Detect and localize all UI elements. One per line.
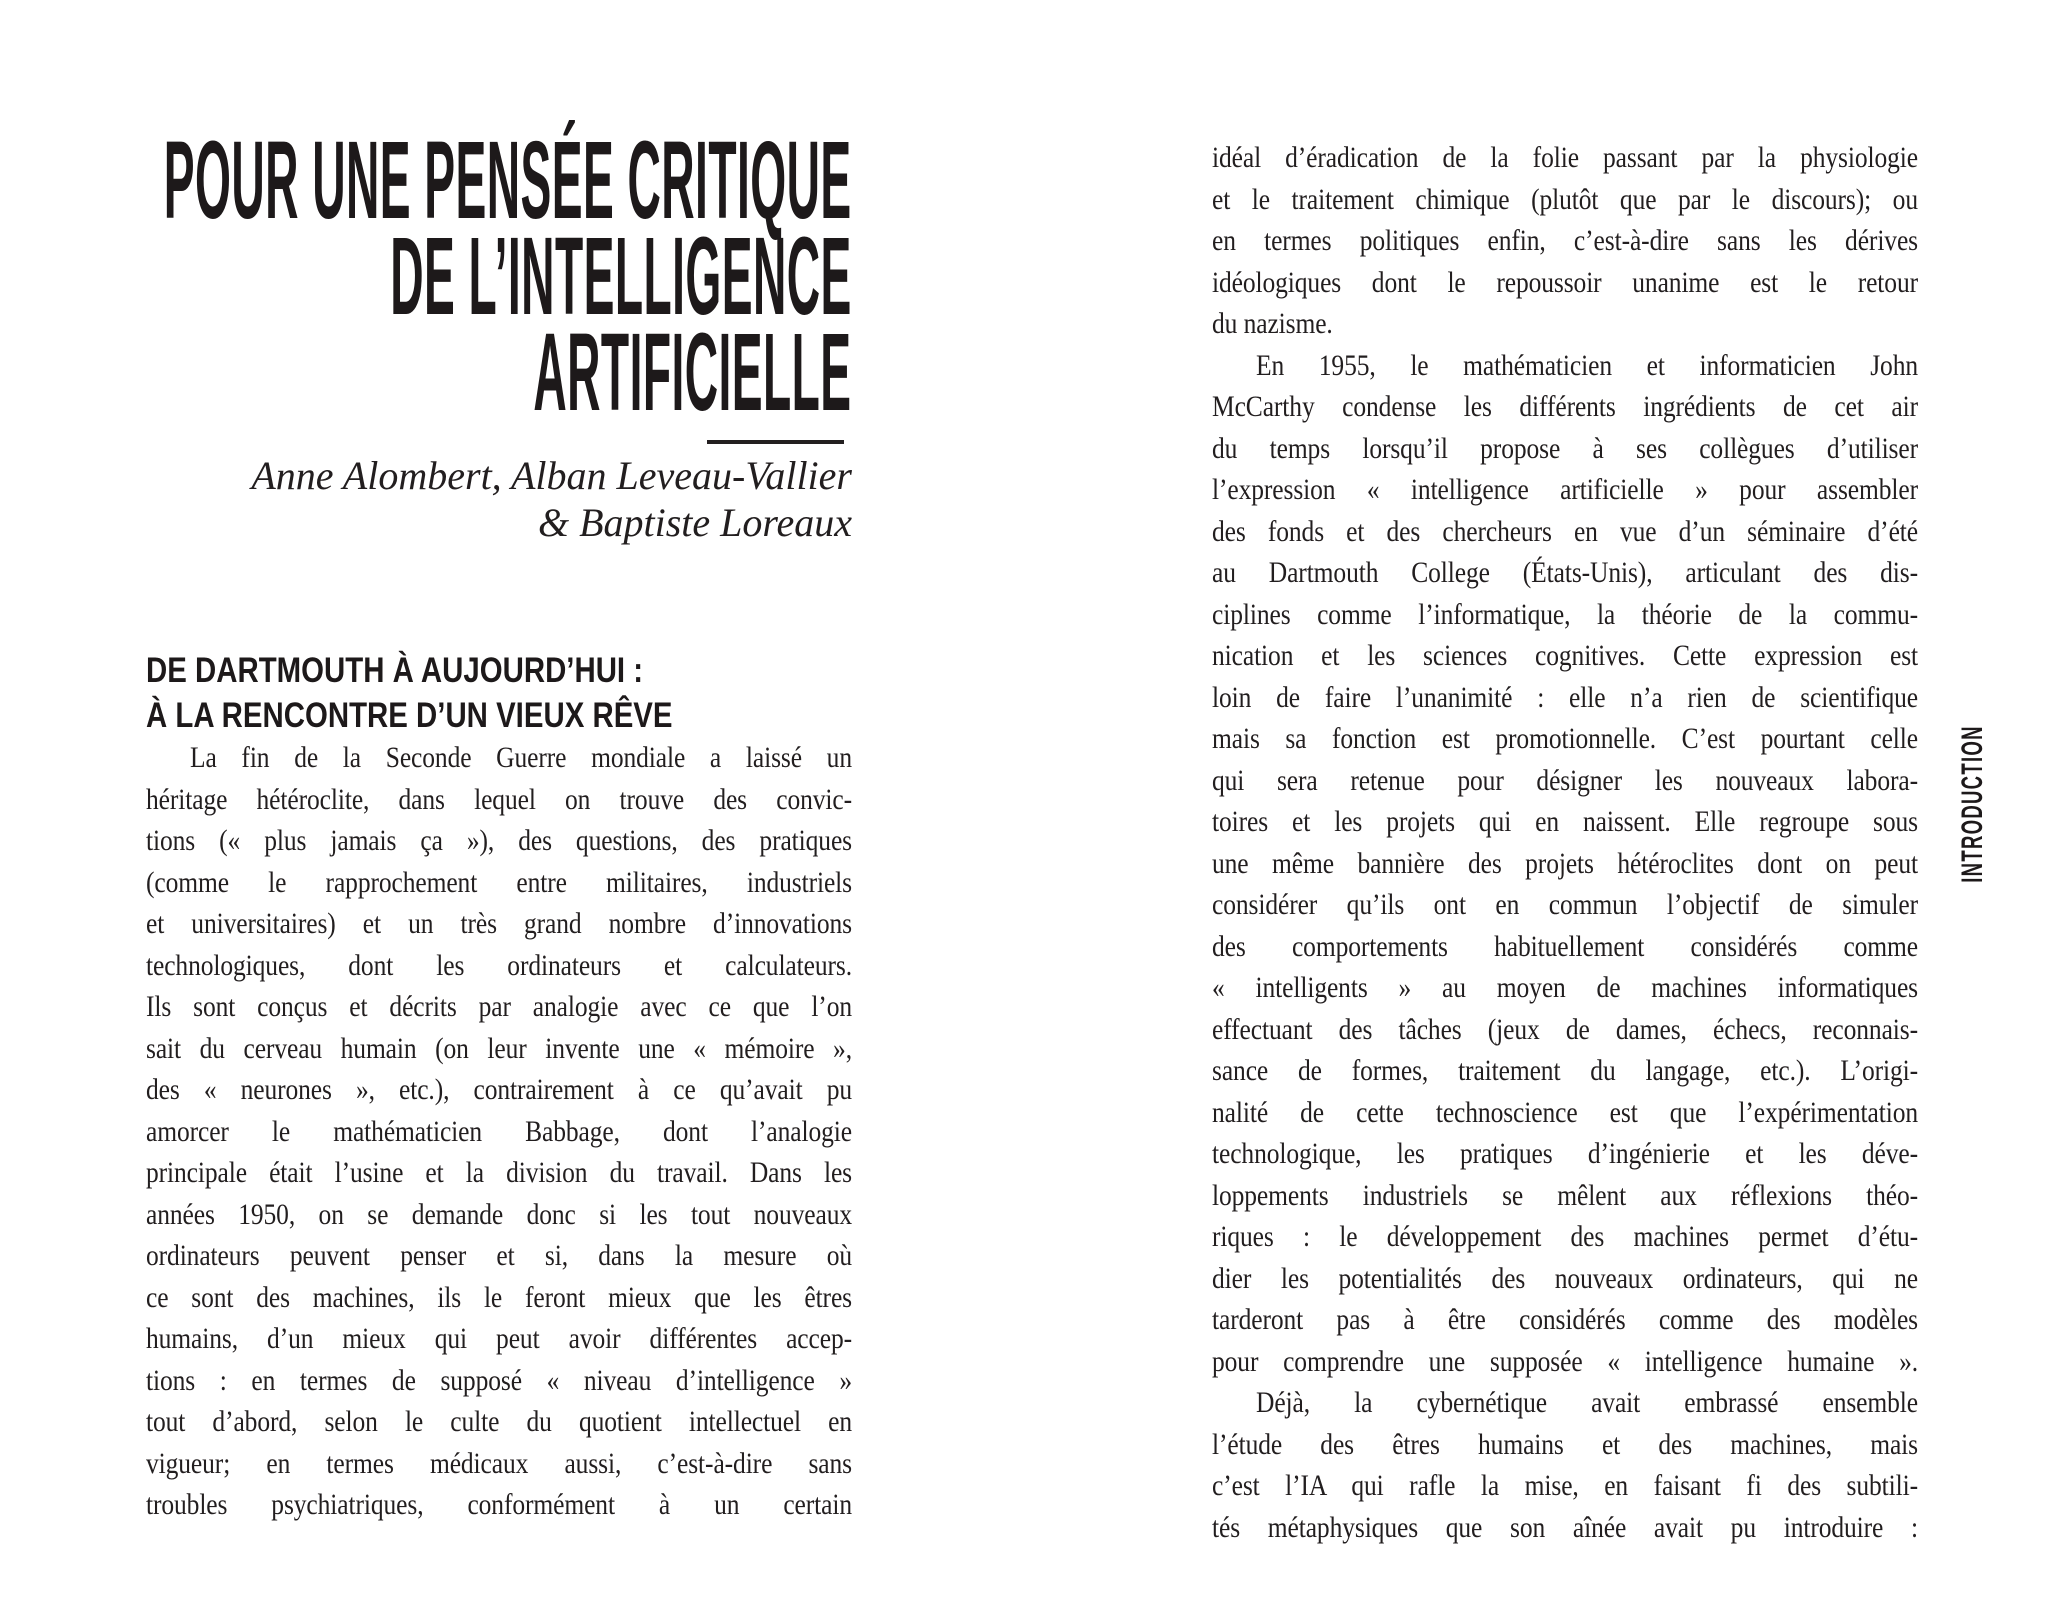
text-line: des « neurones », etc.), contrairement à ce qu’avait pu: [146, 1072, 852, 1107]
text-line: années 1950, on se demande donc si les tout nouveaux: [146, 1197, 852, 1231]
text-line: nalité de cette technoscience est que l’expérimentation: [1212, 1095, 1918, 1129]
text-line: riques : le développement des machines permet d’étu-: [1212, 1219, 1918, 1254]
page-title: [146, 0, 852, 440]
text-line: ARTIFICIELLE: [533, 311, 852, 434]
text-line: des fonds et des chercheurs en vue d’un séminaire d’été: [1212, 514, 1918, 548]
authors: [146, 452, 852, 546]
text-line: des comportements habituellement considérés comme: [1212, 929, 1918, 963]
text-line: En 1955, le mathématicien et informaticien John: [1256, 348, 1918, 382]
text-line: l’expression « intelligence artificielle » pour assembler: [1212, 472, 1918, 507]
text-line: pour comprendre une supposée « intelligence humaine ».: [1212, 1344, 1918, 1378]
text-line: DE DARTMOUTH À AUJOURD’HUI :: [146, 651, 644, 690]
text-line: loppements industriels se mêlent aux réflexions théo-: [1212, 1178, 1918, 1212]
text-line: amorcer le mathématicien Babbage, dont l’analogie: [146, 1114, 852, 1148]
section-heading: [146, 648, 852, 738]
text-line: qui sera retenue pour désigner les nouveaux labora-: [1212, 763, 1918, 797]
text-line: Ils sont conçus et décrits par analogie avec ce que l’on: [146, 989, 852, 1024]
text-line: tés métaphysiques que son aînée avait pu introduire :: [1212, 1510, 1918, 1544]
text-line: À LA RENCONTRE D’UN VIEUX RÊVE: [146, 696, 673, 735]
text-line: en termes politiques enfin, c’est-à-dire sans les dérives: [1212, 223, 1918, 258]
text-line: Anne Alombert, Alban Leveau-Vallier: [251, 453, 852, 498]
text-line: technologiques, dont les ordinateurs et calculateurs.: [146, 948, 852, 982]
chapter-margin-label: INTRODUCTION: [1956, 725, 1989, 883]
text-line: idéal d’éradication de la folie passant par la physiologie: [1212, 140, 1918, 175]
text-line: DE L’INTELLIGENCE: [390, 215, 852, 338]
text-line: troubles psychiatriques, conformément à un certain: [146, 1487, 852, 1522]
title-divider-rule: [707, 440, 844, 444]
text-line: ciplines comme l’informatique, la théorie de la commu-: [1212, 597, 1918, 631]
text-line: « intelligents » au moyen de machines informatiques: [1212, 970, 1918, 1005]
text-line: tout d’abord, selon le culte du quotient intellectuel en: [146, 1404, 852, 1439]
text-line: héritage hétéroclite, dans lequel on trouve des convic-: [146, 782, 852, 816]
text-line: et universitaires) et un très grand nombre d’innovations: [146, 906, 852, 941]
right-text-column: [1212, 137, 1918, 1548]
text-line: sance de formes, traitement du langage, etc.). L’origi-: [1212, 1053, 1918, 1088]
text-line: vigueur; en termes médicaux aussi, c’est-à-dire sans: [146, 1446, 852, 1480]
text-line: tions : en termes de supposé « niveau d’intelligence »: [146, 1363, 852, 1397]
text-line: principale était l’usine et la division du travail. Dans les: [146, 1155, 852, 1190]
text-line: toires et les projets qui en naissent. Elle regroupe sous: [1212, 804, 1918, 839]
text-line: et le traitement chimique (plutôt que par le discours); ou: [1212, 182, 1918, 216]
text-line: POUR UNE PENSÉE CRITIQUE: [164, 119, 852, 242]
text-line: l’étude des êtres humains et des machines, mais: [1212, 1427, 1918, 1461]
text-line: c’est l’IA qui rafle la mise, en faisant fi des subtili-: [1212, 1468, 1918, 1503]
text-line: dier les potentialités des nouveaux ordinateurs, qui ne: [1212, 1261, 1918, 1295]
text-line: tions (« plus jamais ça »), des questions, des pratiques: [146, 823, 852, 858]
text-line: au Dartmouth College (États-Unis), articulant des dis-: [1212, 555, 1918, 590]
text-line: technologique, les pratiques d’ingénierie et les déve-: [1212, 1136, 1918, 1171]
text-line: du temps lorsqu’il propose à ses collègues d’utiliser: [1212, 431, 1918, 465]
text-line: nication et les sciences cognitives. Cette expression est: [1212, 638, 1918, 673]
text-line: tarderont pas à être considérés comme des modèles: [1212, 1302, 1918, 1337]
text-line: considérer qu’ils ont en commun l’objectif de simuler: [1212, 887, 1918, 922]
text-line: La fin de la Seconde Guerre mondiale a laissé un: [190, 740, 852, 775]
text-line: loin de faire l’unanimité : elle n’a rien de scientifique: [1212, 680, 1918, 714]
text-line: une même bannière des projets hétéroclites dont on peut: [1212, 846, 1918, 880]
text-line: ordinateurs peuvent penser et si, dans la mesure où: [146, 1238, 852, 1273]
text-line: & Baptiste Loreaux: [537, 500, 852, 545]
text-line: McCarthy condense les différents ingrédients de cet air: [1212, 389, 1918, 424]
text-line: Déjà, la cybernétique avait embrassé ensemble: [1256, 1385, 1918, 1420]
text-line: du nazisme.: [1212, 306, 1333, 341]
text-line: effectuant des tâches (jeux de dames, échecs, reconnais-: [1212, 1012, 1918, 1046]
text-line: idéologiques dont le repoussoir unanime est le retour: [1212, 265, 1918, 299]
text-line: sait du cerveau humain (on leur invente une « mémoire »,: [146, 1031, 852, 1065]
text-line: humains, d’un mieux qui peut avoir différentes accep-: [146, 1321, 852, 1356]
text-line: (comme le rapprochement entre militaires, industriels: [146, 865, 852, 899]
text-line: ce sont des machines, ils le feront mieux que les êtres: [146, 1280, 852, 1314]
text-line: mais sa fonction est promotionnelle. C’est pourtant celle: [1212, 721, 1918, 756]
left-text-column: [146, 737, 852, 1526]
